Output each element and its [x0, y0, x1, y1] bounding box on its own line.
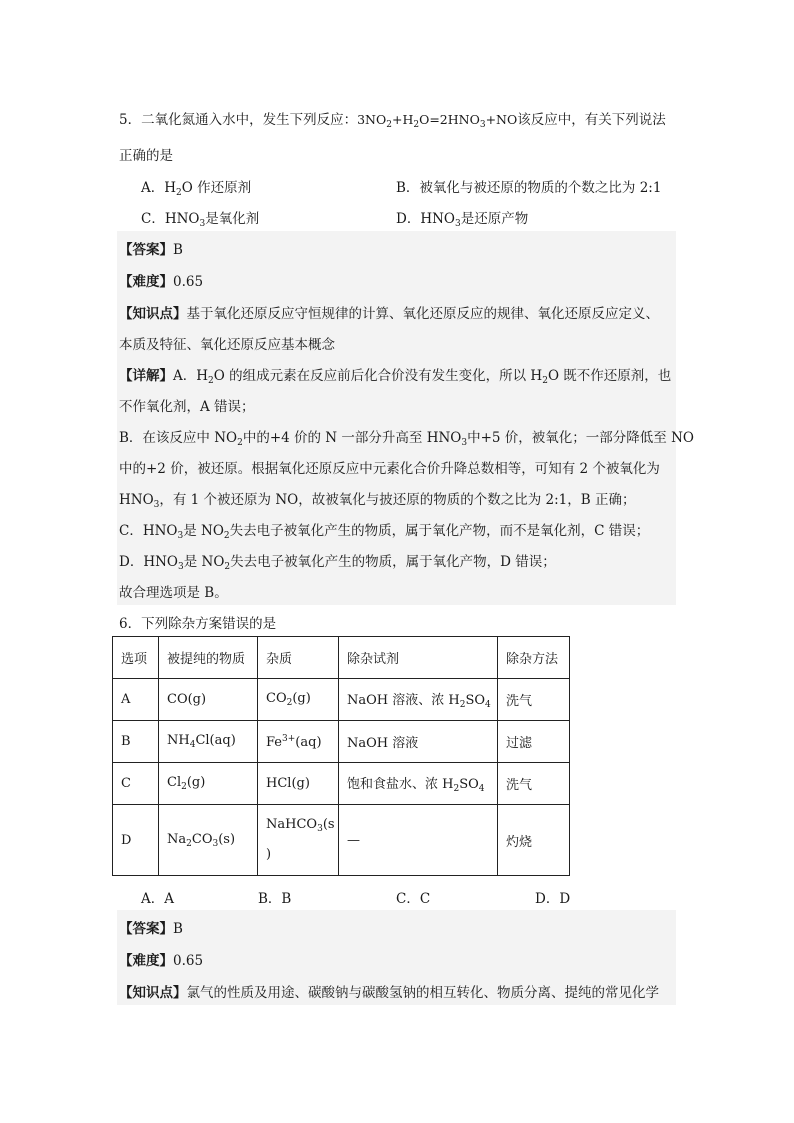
table-cell: $CO_2(g)$ [258, 679, 339, 721]
table-header-cell: 被提纯的物质 [159, 637, 258, 679]
table-row [113, 763, 570, 805]
table-cell: 洗气 [498, 679, 570, 721]
q6-choice-d: D．D [535, 891, 571, 907]
table-cell: NaOH 溶液、浓 $H_2SO_4$ [339, 679, 498, 721]
table-cell: — [339, 805, 498, 876]
table-cell: C [113, 763, 159, 805]
q5-detail-line-7: D．$HNO_3$是 $NO_2$失去电子被氧化产生的物质，属于氧化产物，D 错误； [119, 554, 556, 572]
q5-option-b: B．被氧化与被还原的物质的个数之比为 2:1 [396, 180, 662, 196]
table-header-cell: 除杂方法 [498, 637, 570, 679]
table-header-cell: 杂质 [258, 637, 339, 679]
table-cell: A [113, 679, 159, 721]
q5-stem: 5．二氧化氮通入水中，发生下列反应：$3NO_2+H_2O=2HNO_3+NO$该反应中，有关下列说法 [119, 112, 666, 130]
q5-detail-line-6: C．$HNO_3$是 $NO_2$失去电子被氧化产生的物质，属于氧化产物，而不是氧化剂，C 错误； [119, 523, 650, 541]
table-cell: HCl(g) [258, 763, 339, 805]
table-cell: NaHCO$_3$(s ) [258, 805, 339, 876]
table-cell: 过滤 [498, 721, 570, 763]
q5-detail-line-5: $HNO_3$，有 1 个被还原为 NO，故被氧化与披还原的物质的个数之比为 2:1，B 正确； [119, 492, 636, 510]
q5-knowledge-point: 【知识点】基于氧化还原反应守恒规律的计算、氧化还原反应的规律、氧化还原反应定义、 [119, 306, 659, 322]
table-cell: B [113, 721, 159, 763]
table-cell: CO(g) [159, 679, 258, 721]
q6-answer: 【答案】B [119, 921, 183, 937]
table-cell: D [113, 805, 159, 876]
q5-knowledge-point-cont: 本质及特征、氧化还原反应基本概念 [119, 337, 335, 353]
table-cell: 灼烧 [498, 805, 570, 876]
q5-equation: $3NO_2+H_2O=2HNO_3+NO$ [357, 112, 518, 130]
table-cell: $NH_4Cl(aq)$ [159, 721, 258, 763]
q5-option-a: A．$H_2O$ 作还原剂 [141, 180, 252, 198]
q5-difficulty: 【难度】0.65 [119, 274, 204, 290]
q5-option-d: D．$HNO_3$是还原产物 [396, 211, 529, 229]
table-header-row [113, 637, 570, 679]
table-cell: NaOH 溶液 [339, 721, 498, 763]
table-cell: 洗气 [498, 763, 570, 805]
q5-detail-line-8: 故合理选项是 B。 [119, 585, 228, 601]
table-header-cell: 选项 [113, 637, 159, 679]
q5-answer: 【答案】B [119, 242, 183, 258]
q6-options-table [112, 636, 570, 876]
q6-choice-c: C．C [396, 891, 431, 907]
table-row [113, 721, 570, 763]
table-cell: $Fe^{3+}(aq)$ [258, 721, 339, 763]
q5-option-c: C．$HNO_3$是氧化剂 [141, 211, 260, 229]
q6-stem: 6．下列除杂方案错误的是 [119, 616, 277, 632]
q6-choice-b: B．B [258, 891, 292, 907]
table-header-cell: 除杂试剂 [339, 637, 498, 679]
table-row [113, 805, 570, 876]
q6-knowledge-point: 【知识点】氯气的性质及用途、碳酸钠与碳酸氢钠的相互转化、物质分离、提纯的常见化学 [119, 985, 659, 1001]
q6-difficulty: 【难度】0.65 [119, 953, 204, 969]
table-cell: $Cl_2(g)$ [159, 763, 258, 805]
q5-detail-line-3: B．在该反应中 $NO_2$中的+4 价的 N 一部分升高至 $HNO_3$中+5 价，被氧化；一部分降低至 NO [119, 430, 694, 448]
table-cell: 饱和食盐水、浓 $H_2SO_4$ [339, 763, 498, 805]
table-row [113, 679, 570, 721]
q5-detail-line-4: 中的+2 价，被还原。根据氧化还原反应中元素化合价升降总数相等，可知有 2 个被氧化为 [119, 461, 660, 477]
q6-choice-a: A．A [141, 891, 174, 907]
q5-detail-line-1: 【详解】A．$H_2O$ 的组成元素在反应前后化合价没有发生变化，所以 $H_2O$ 既不作还原剂，也 [119, 368, 672, 386]
q5-detail-line-2: 不作氧化剂，A 错误； [119, 399, 255, 415]
table-cell: $Na_2CO_3(s)$ [159, 805, 258, 876]
q5-stem-continued: 正确的是 [119, 148, 173, 164]
